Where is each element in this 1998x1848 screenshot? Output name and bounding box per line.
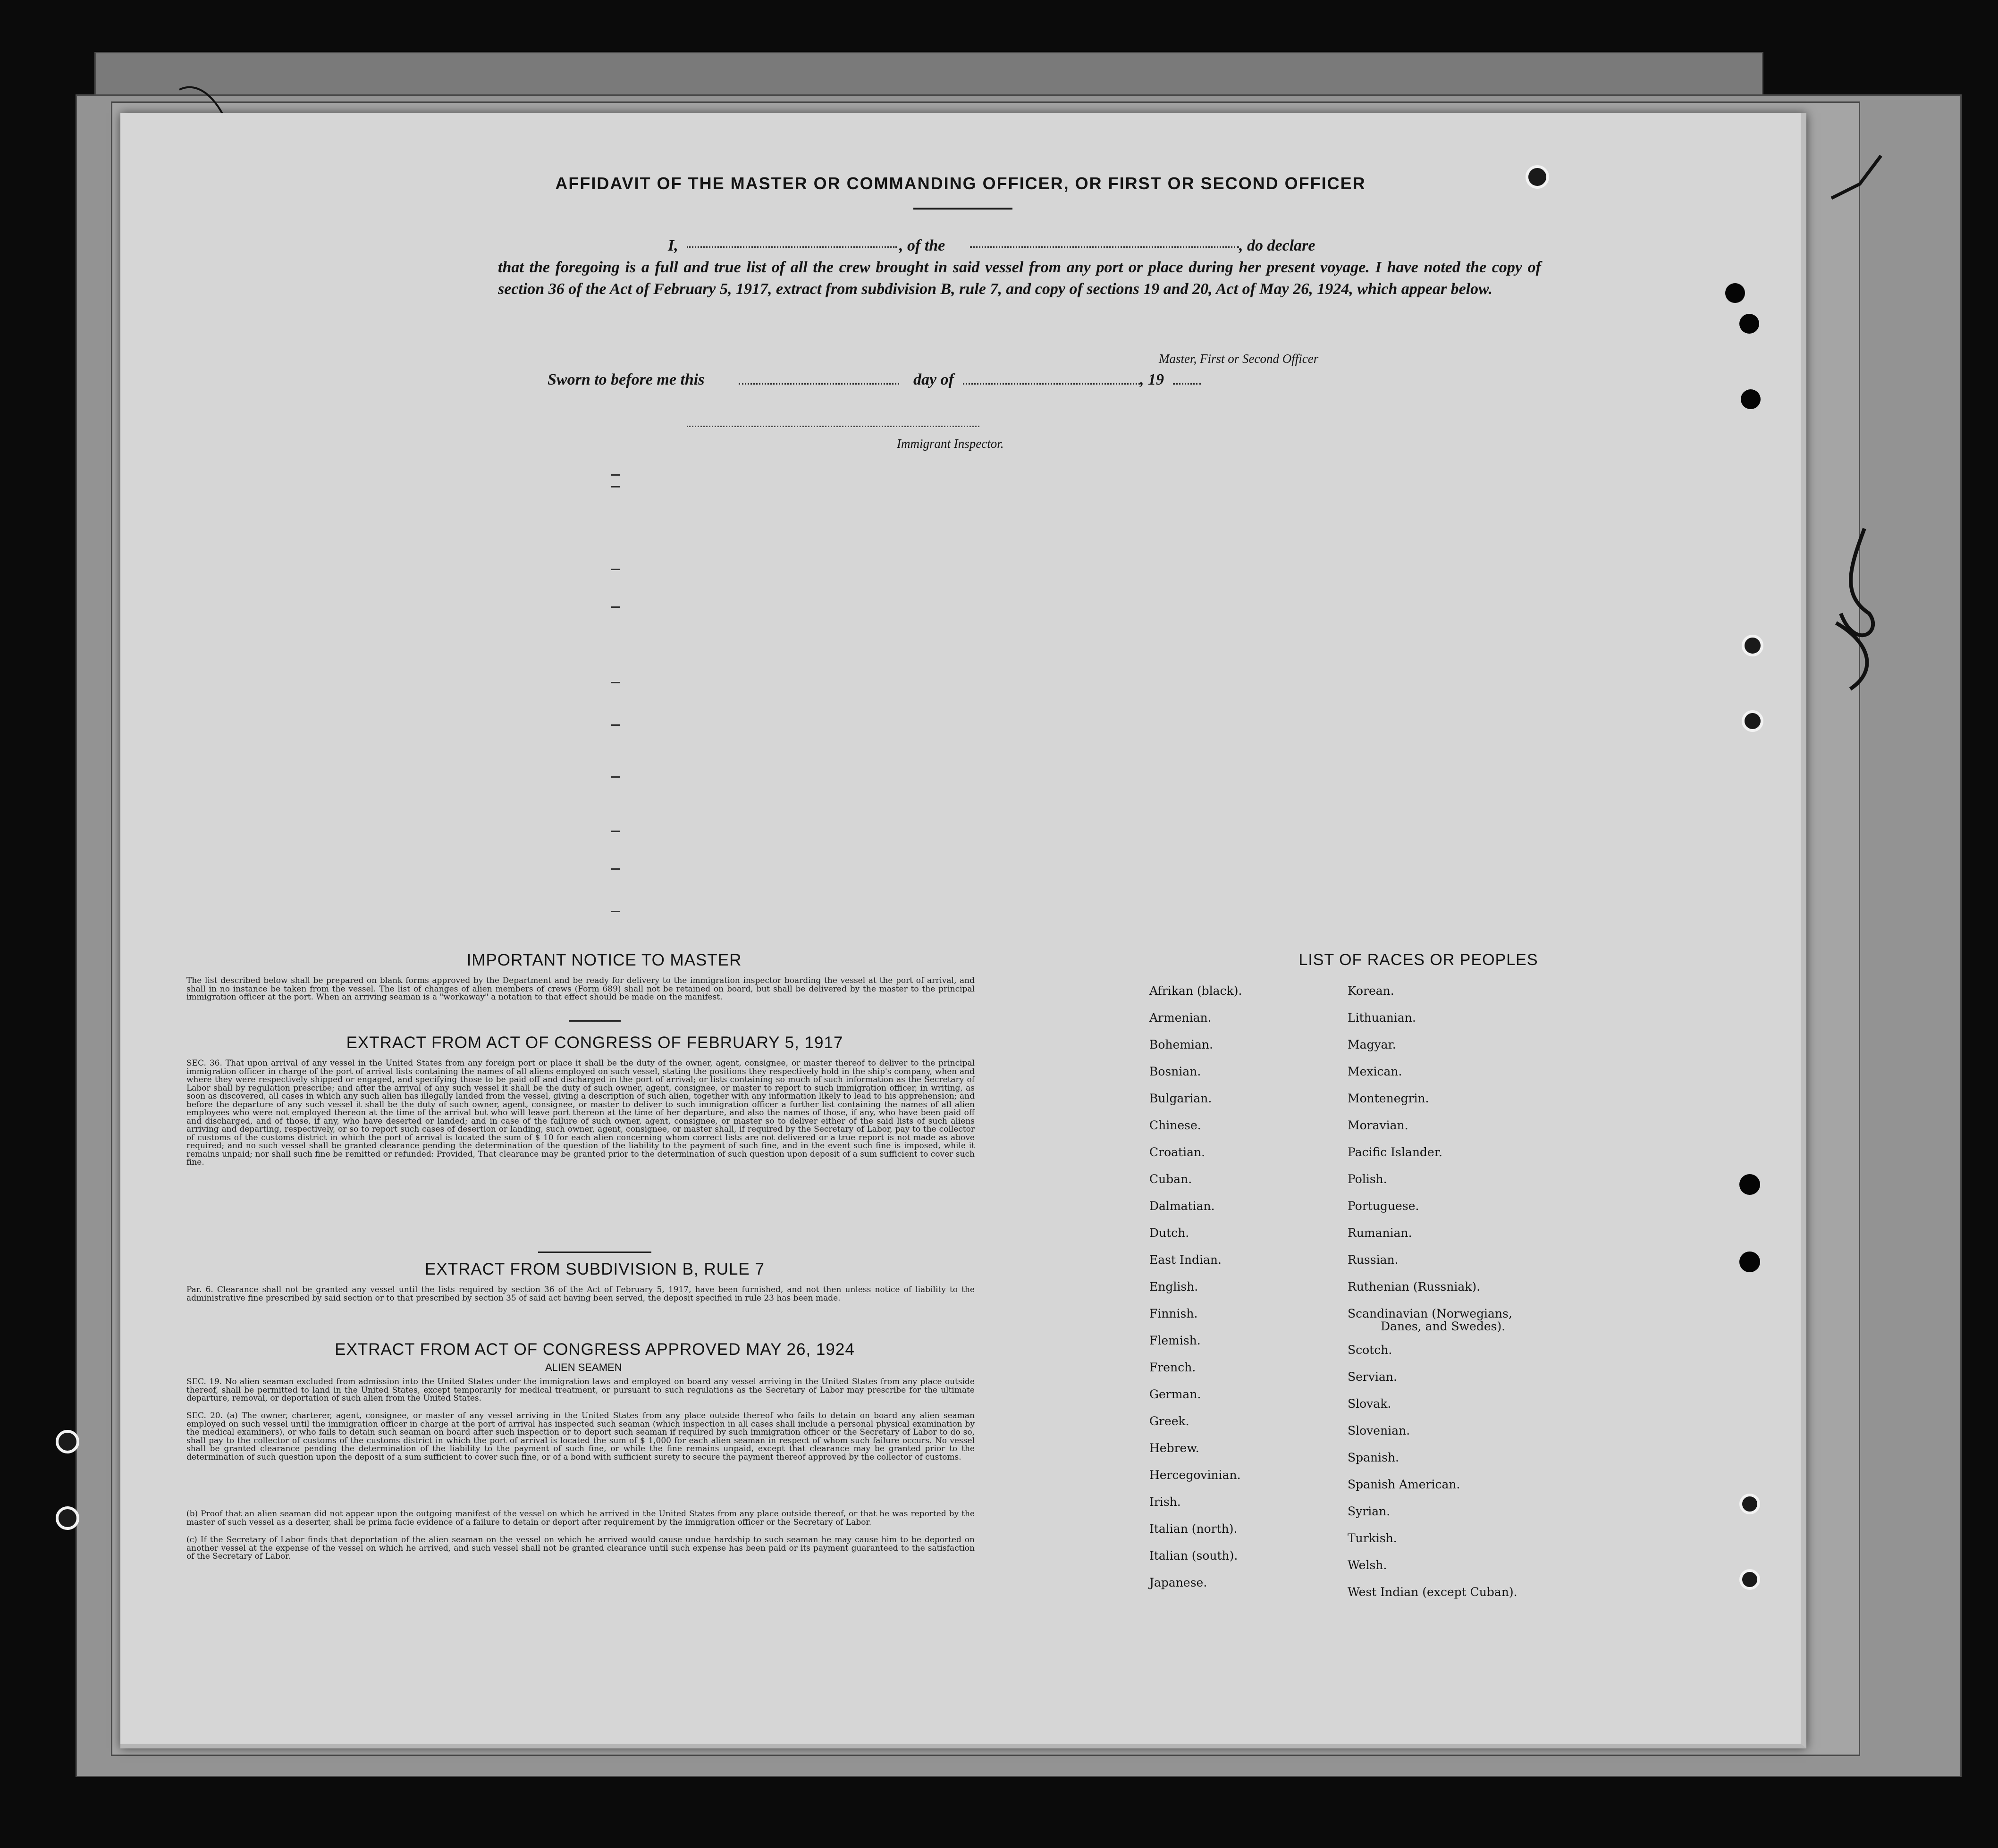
punch-hole (1742, 710, 1763, 732)
race-item-left: Italian (south). (1149, 1549, 1238, 1562)
race-item-left: English. (1149, 1280, 1198, 1294)
sworn-year-blank[interactable] (1173, 383, 1201, 385)
punch-hole (56, 1430, 79, 1453)
race-item-right: Lithuanian. (1348, 1011, 1416, 1025)
race-item-left: Chinese. (1149, 1118, 1201, 1132)
race-item-left: Finnish. (1149, 1307, 1198, 1320)
punch-hole (1741, 389, 1761, 409)
race-item-left: Croatian. (1149, 1145, 1206, 1159)
race-item-right: Turkish. (1348, 1531, 1397, 1545)
race-item-left: French. (1149, 1361, 1196, 1374)
punch-hole (1739, 314, 1759, 334)
name-blank[interactable] (687, 246, 897, 248)
extract-1924-title: EXTRACT FROM ACT OF CONGRESS APPROVED MAY 26, 1924 (335, 1340, 855, 1359)
extract-rule7-text: Par. 6. Clearance shall not be granted any vessel until the lists required by section 36 of the Act of February 5, 1917, have been furnished, and not then unless notice of liability to the administrative fine prescribed by said section or to that prescribed by section 35 of said act having been served, the deposit specified in rule 23 has been made. (186, 1285, 975, 1303)
race-item-left: Dalmatian. (1149, 1199, 1215, 1213)
extract-1917-title: EXTRACT FROM ACT OF CONGRESS OF FEBRUARY 5, 1917 (346, 1033, 843, 1052)
race-item-left: Italian (north). (1149, 1522, 1238, 1536)
race-item-right: Spanish. (1348, 1451, 1399, 1464)
race-item-left: Afrikan (black). (1149, 984, 1242, 998)
race-item-left: Hebrew. (1149, 1441, 1199, 1455)
punch-hole (1739, 1174, 1760, 1195)
race-item-right: Slovak. (1348, 1397, 1391, 1411)
race-item-left: Bulgarian. (1149, 1092, 1212, 1105)
race-item-right: Rumanian. (1348, 1226, 1412, 1240)
sworn-line (548, 371, 1350, 393)
races-title: LIST OF RACES OR PEOPLES (1298, 951, 1538, 969)
punch-hole (1739, 1494, 1760, 1514)
race-item-right: Scotch. (1348, 1343, 1392, 1357)
vessel-blank[interactable] (970, 246, 1239, 248)
race-item-right: Magyar. (1348, 1038, 1396, 1051)
punch-hole (1526, 165, 1549, 189)
column-guide-mark (611, 724, 620, 726)
race-item-left: Greek. (1149, 1414, 1189, 1428)
race-item-left: Armenian. (1149, 1011, 1212, 1025)
race-item-right: Slovenian. (1348, 1424, 1410, 1437)
year-label: , 19 (1140, 371, 1164, 388)
extract-1924-sec20b: (b) Proof that an alien seaman did not appear upon the outgoing manifest of the vessel on which he arrived in the United States from any place outside thereof, or that he was reported by the master of such vessel as a deserter, shall be prima facie evidence of a failure to detain or deport after requirement by the immigration officer or the Secretary of Labor. (186, 1509, 975, 1527)
declaration-body: that the foregoing is a full and true list of all the crew brought in said vessel from any port or place during her present voyage. I have noted the copy of section 36 of the Act of February 5, 1917, extract from subdivision B, rule 7, and copy of sections 19 and 20, Act of May 26, 1924, which appear below. (498, 259, 1541, 298)
race-item-right: Syrian. (1348, 1504, 1391, 1518)
race-item-right: Servian. (1348, 1370, 1397, 1384)
extract-rule7-title: EXTRACT FROM SUBDIVISION B, RULE 7 (425, 1260, 765, 1278)
inspector-caption: Immigrant Inspector. (897, 437, 1004, 451)
section-divider (569, 1020, 621, 1022)
extract-1924-sec19: SEC. 19. No alien seaman excluded from admission into the United States under the immigration laws and employed on board any vessel arriving in the United States from any place outside thereof, shall be permitted to land in the United States, except temporarily for medical treatment, or pursuant to such regulations as the Secretary of Labor may prescribe for the ultimate departure, removal, or deportation of such alien from the United States. (186, 1377, 975, 1403)
race-item-left: Hercegovinian. (1149, 1468, 1241, 1482)
punch-hole (1739, 1569, 1760, 1590)
race-item-left: Flemish. (1149, 1334, 1201, 1347)
notice-text: The list described below shall be prepared on blank forms approved by the Department and be ready for delivery to the immigration inspector boarding the vessel at the port of arrival, and shall in no instance be taken from the vessel. The list of changes of alien members of crews (Form 689) shall not be retained on board, but shall be delivered by the master to the principal immigration officer at the port. When an arriving seaman is a "workaway" a notation to that effect should be made on the manifest. (186, 976, 975, 1002)
do-declare-label: , do declare (1239, 237, 1315, 254)
affidavit-title: AFFIDAVIT OF THE MASTER OR COMMANDING OFFICER, OR FIRST OR SECOND OFFICER (555, 174, 1366, 193)
extract-1924-sec20c: (c) If the Secretary of Labor finds that deportation of the alien seaman on the vessel on which he arrived would cause undue hardship to such seaman he may cause him to be deported on another vessel at the expense of the vessel on which he arrived, and such vessel shall not be granted clearance until such expense has been paid or its payment guaranteed to the satisfaction of the Secretary of Labor. (186, 1535, 975, 1561)
signature-caption: Master, First or Second Officer (1159, 352, 1319, 366)
sworn-month-blank[interactable] (963, 383, 1140, 385)
column-guide-mark (611, 486, 620, 487)
race-item-right: Ruthenian (Russniak). (1348, 1280, 1481, 1294)
race-item-right: Welsh. (1348, 1558, 1387, 1572)
column-guide-mark (611, 831, 620, 832)
race-item-right: Pacific Islander. (1348, 1145, 1442, 1159)
column-guide-mark (611, 606, 620, 608)
column-guide-mark (611, 868, 620, 870)
race-item-left: Bosnian. (1149, 1065, 1201, 1078)
race-item-left: Cuban. (1149, 1172, 1192, 1186)
sworn-day-blank[interactable] (739, 383, 899, 385)
race-item-right: Russian. (1348, 1253, 1399, 1267)
race-item-left: Bohemian. (1149, 1038, 1213, 1051)
extract-1924-sec20a: SEC. 20. (a) The owner, charterer, agent, consignee, or master of any vessel arriving in the United States from any place outside thereof who fails to detain on board any alien seaman employed on such vessel until the immigration officer in charge at the port of arrival has inspected such seaman (which inspection in all cases shall include a personal physical examination by the medical examiners), or who fails to detain such seaman on board after such inspection or to deport such seaman if required by such immigration officer or the Secretary of Labor to do so, shall pay to the collector of customs of the customs district in which the port of arrival is located the sum of $ 1,000 for each alien seaman in respect of whom such failure occurs. No vessel shall be granted clearance pending the determination of the liability to the payment of such fine, or while the fine remains unpaid, except that clearance may be granted prior to the determination of such question upon the deposit of a sum sufficient to cover such fine, or of a bond with sufficient surety to secure the payment thereof approved by the collector of customs. (186, 1411, 975, 1462)
race-item-right: Moravian. (1348, 1118, 1408, 1132)
race-item-left: East Indian. (1149, 1253, 1222, 1267)
title-underline (913, 208, 1012, 210)
day-of-label: day of (913, 371, 954, 388)
race-item-right: Danes, and Swedes). (1381, 1319, 1506, 1333)
race-item-right: Mexican. (1348, 1065, 1402, 1078)
inspector-signature-line[interactable] (687, 426, 979, 427)
of-the-label: , of the (899, 237, 945, 254)
section-divider (538, 1252, 651, 1253)
affidavit-declaration (498, 235, 1541, 300)
i-label: I, (668, 237, 678, 254)
punch-hole (1725, 283, 1745, 303)
punch-hole (1739, 1252, 1760, 1272)
column-guide-mark (611, 474, 620, 476)
affidavit-form-sheet (120, 113, 1806, 1748)
extract-1917-text: SEC. 36. That upon arrival of any vessel in the United States from any foreign port or place it shall be the duty of the owner, agent, consignee, or master thereof to deliver to the principal immigration officer in charge of the port of arrival lists containing the names of all aliens employed on such vessel, stating the positions they respectively hold in the ship's company, when and where they were respectively shipped or engaged, and specifying those to be paid off and discharged in the port of arrival; or lists containing so much of such information as the Secretary of Labor shall by regulation prescribe; and after the arrival of any such vessel it shall be the duty of such owner, agent, consignee, or master to report to such immigration officer, in writing, as soon as discovered, all cases in which any such alien has illegally landed from the vessel, giving a description of such alien, together with any information likely to lead to his apprehension; and before the departure of any such vessel it shall be the duty of such owner, agent, consignee, or master to deliver to such immigration officer a further list containing the names of all alien employees who were not employed thereon at the time of the arrival but who will leave port thereon at the time of her departure, and also the names of those, if any, who have been paid off and discharged, and of those, if any, who have deserted or landed; and in case of the failure of such owner, agent, consignee, or master so to deliver either of the said lists of such aliens arriving and departing, respectively, or so to report such cases of desertion or landing, such owner, agent, consignee, or master shall, if required by the Secretary of Labor, pay to the collector of customs of the customs district in which the port of arrival is located the sum of $ 10 for each alien concerning whom correct lists are not delivered or a true report is not made as above required; and no such vessel shall be granted clearance pending the determination of the question of the liability to the payment of such fine, and in the event such fine is imposed, while it remains unpaid; nor shall such fine be remitted or refunded: Provided, That clearance may be granted prior to the determination of such question upon deposit of a sum sufficient to cover such fine. (186, 1058, 975, 1167)
race-item-right: Korean. (1348, 984, 1394, 998)
race-item-right: Spanish American. (1348, 1478, 1460, 1491)
column-guide-mark (611, 911, 620, 912)
column-guide-mark (611, 776, 620, 778)
race-item-right: Montenegrin. (1348, 1092, 1429, 1105)
race-item-right: Polish. (1348, 1172, 1387, 1186)
race-item-right: Portuguese. (1348, 1199, 1419, 1213)
extract-1924-subtitle: ALIEN SEAMEN (545, 1361, 622, 1373)
race-item-left: Japanese. (1149, 1576, 1207, 1589)
race-item-right: West Indian (except Cuban). (1348, 1585, 1517, 1599)
column-guide-mark (611, 682, 620, 683)
sworn-label: Sworn to before me this (548, 371, 705, 388)
race-item-left: Dutch. (1149, 1226, 1189, 1240)
race-item-right: Scandinavian (Norwegians, (1348, 1307, 1512, 1320)
punch-hole (1742, 635, 1763, 656)
declaration-first-line (498, 235, 1541, 257)
race-item-left: Irish. (1149, 1495, 1181, 1509)
notice-title: IMPORTANT NOTICE TO MASTER (466, 951, 742, 969)
punch-hole (56, 1506, 79, 1530)
race-item-left: German. (1149, 1387, 1201, 1401)
column-guide-mark (611, 569, 620, 570)
